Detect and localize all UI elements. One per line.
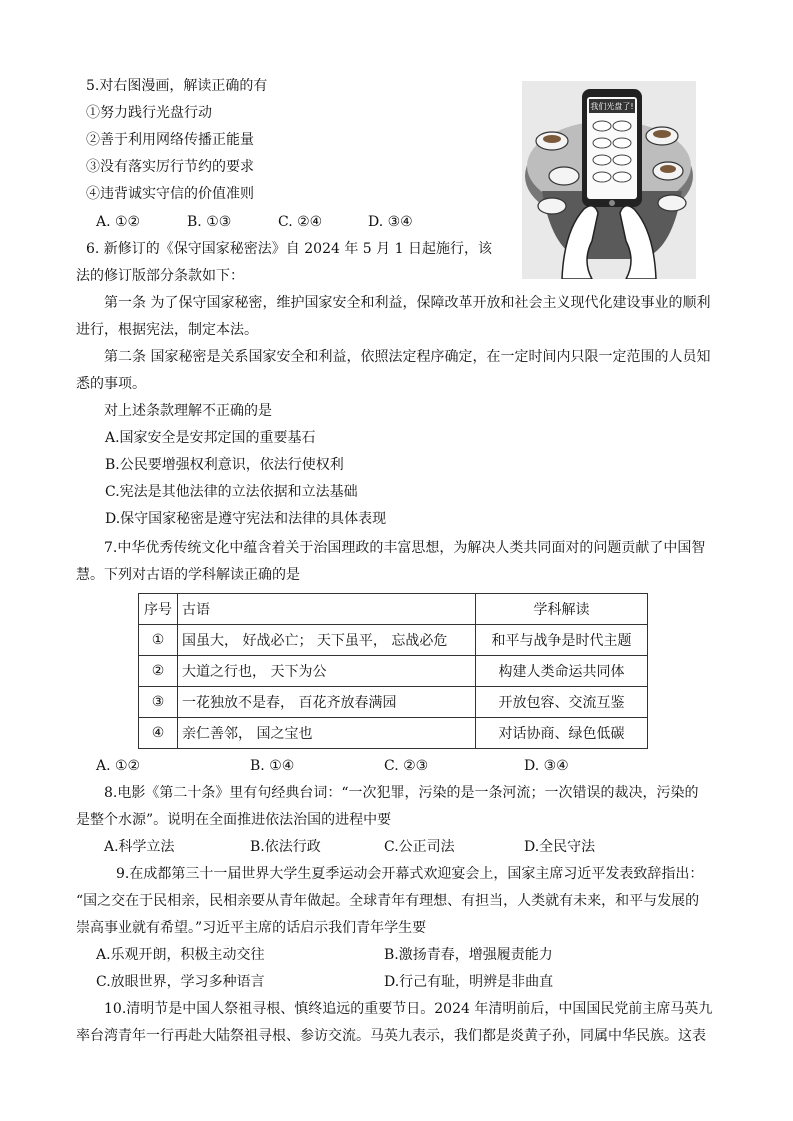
table-cell-interpretation: 对话协商、绿色低碳 — [476, 718, 648, 749]
table-cell-saying: 一花独放不是春， 百花齐放春满园 — [178, 687, 476, 718]
q7-option-d: D. ③④ — [524, 758, 569, 774]
q5-item-1: ①努力践行光盘行动 — [86, 105, 212, 121]
table-cell-interpretation: 和平与战争是时代主题 — [476, 625, 648, 656]
q6-option-c: C.宪法是其他法律的立法依据和立法基础 — [105, 484, 358, 500]
table-row — [139, 718, 648, 749]
ancient-sayings-table — [138, 593, 648, 749]
q5-option-d: D. ③④ — [368, 214, 413, 230]
table-header-row — [139, 594, 648, 625]
table-cell-index: ② — [139, 656, 178, 687]
q6-option-d: D.保守国家秘密是遵守宪法和法律的具体表现 — [105, 511, 387, 527]
q6-ask: 对上述条款理解不正确的是 — [104, 403, 272, 419]
q8-option-c: C.公正司法 — [384, 839, 455, 855]
q5-option-a: A. ①② — [96, 214, 141, 230]
q5-item-4: ④违背诚实守信的价值准则 — [86, 186, 254, 202]
table-row — [139, 625, 648, 656]
table-cell-saying: 亲仁善邻， 国之宝也 — [178, 718, 476, 749]
q6-article2-line2: 悉的事项。 — [76, 376, 146, 392]
table-header-interpretation: 学科解读 — [476, 594, 648, 625]
q5-option-b: B. ①③ — [187, 214, 232, 230]
q6-stem-line2: 法的修订版部分条款如下： — [76, 268, 244, 284]
table-row — [139, 656, 648, 687]
table-cell-saying: 大道之行也， 天下为公 — [178, 656, 476, 687]
q7-option-c: C. ②③ — [384, 758, 429, 774]
q9-option-c: C.放眼世界，学习多种语言 — [96, 974, 265, 990]
q8-option-d: D.全民守法 — [524, 839, 596, 855]
q6-article1-line1: 第一条 为了保守国家秘密，维护国家安全和利益，保障改革开放和社会主义现代化建设事业的顺利 — [104, 295, 711, 311]
table-cell-interpretation: 构建人类命运共同体 — [476, 656, 648, 687]
table-cell-interpretation: 开放包容、交流互鉴 — [476, 687, 648, 718]
q9-option-b: B.激扬青春，增强履责能力 — [384, 947, 553, 963]
q7-option-b: B. ①④ — [250, 758, 295, 774]
q6-article2-line1: 第二条 国家秘密是关系国家安全和利益，依照法定程序确定，在一定时间内只限一定范围的人员知 — [104, 349, 711, 365]
q7-stem-line1: 7.中华优秀传统文化中蕴含着关于治国理政的丰富思想，为解决人类共同面对的问题贡献了中国智 — [104, 540, 706, 556]
q9-stem-line3: 崇高事业就有希望。”习近平主席的话启示我们青年学生要 — [76, 920, 427, 936]
comic-drawing — [522, 81, 696, 279]
q10-stem-line2: 率台湾青年一行再赴大陆祭祖寻根、参访交流。马英九表示，我们都是炎黄子孙，同属中华民族。这表 — [76, 1028, 706, 1044]
q6-stem-line1: 6. 新修订的《保守国家秘密法》自 2024 年 5 月 1 日起施行，该 — [86, 241, 492, 257]
q5-stem: 5.对右图漫画，解读正确的有 — [86, 78, 268, 94]
q8-option-a: A.科学立法 — [104, 839, 175, 855]
q8-option-b: B.依法行政 — [250, 839, 321, 855]
q8-stem-line1: 8.电影《第二十条》里有句经典台词：“一次犯罪，污染的是一条河流；一次错误的裁决，污染的 — [104, 785, 699, 801]
table-cell-index: ③ — [139, 687, 178, 718]
table-cell-index: ① — [139, 625, 178, 656]
q9-stem-line2: “国之交在于民相亲，民相亲要从青年做起。全球青年有理想、有担当，人类就有未来，和平与发展的 — [76, 893, 700, 909]
q5-item-2: ②善于利用网络传播正能量 — [86, 132, 254, 148]
table-cell-saying: 国虽大， 好战必亡； 天下虽平， 忘战必危 — [178, 625, 476, 656]
q6-option-a: A.国家安全是安邦定国的重要基石 — [105, 430, 316, 446]
q5-option-c: C. ②④ — [278, 214, 323, 230]
comic-illustration — [522, 81, 696, 279]
q10-stem-line1: 10.清明节是中国人祭祖寻根、慎终追远的重要节日。2024 年清明前后，中国国民党前主席马英九 — [104, 1001, 713, 1017]
q7-option-a: A. ①② — [96, 758, 141, 774]
q8-stem-line2: 是整个水源”。说明在全面推进依法治国的进程中要 — [76, 812, 392, 828]
table-row — [139, 687, 648, 718]
table-header-saying: 古语 — [178, 594, 476, 625]
table-header-index: 序号 — [139, 594, 178, 625]
q5-item-3: ③没有落实厉行节约的要求 — [86, 159, 254, 175]
q9-option-d: D.行己有耻，明辨是非曲直 — [384, 974, 554, 990]
q6-option-b: B.公民要增强权利意识，依法行使权利 — [105, 457, 344, 473]
q9-option-a: A.乐观开朗，积极主动交往 — [96, 947, 265, 963]
table-cell-index: ④ — [139, 718, 178, 749]
q7-stem-line2: 慧。下列对古语的学科解读正确的是 — [76, 567, 300, 583]
q6-article1-line2: 进行，根据宪法，制定本法。 — [76, 322, 258, 338]
comic-caption: 我们光盘了! — [590, 102, 634, 111]
q9-stem-line1: 9.在成都第三十一届世界大学生夏季运动会开幕式欢迎宴会上，国家主席习近平发表致辞指出： — [116, 866, 704, 882]
